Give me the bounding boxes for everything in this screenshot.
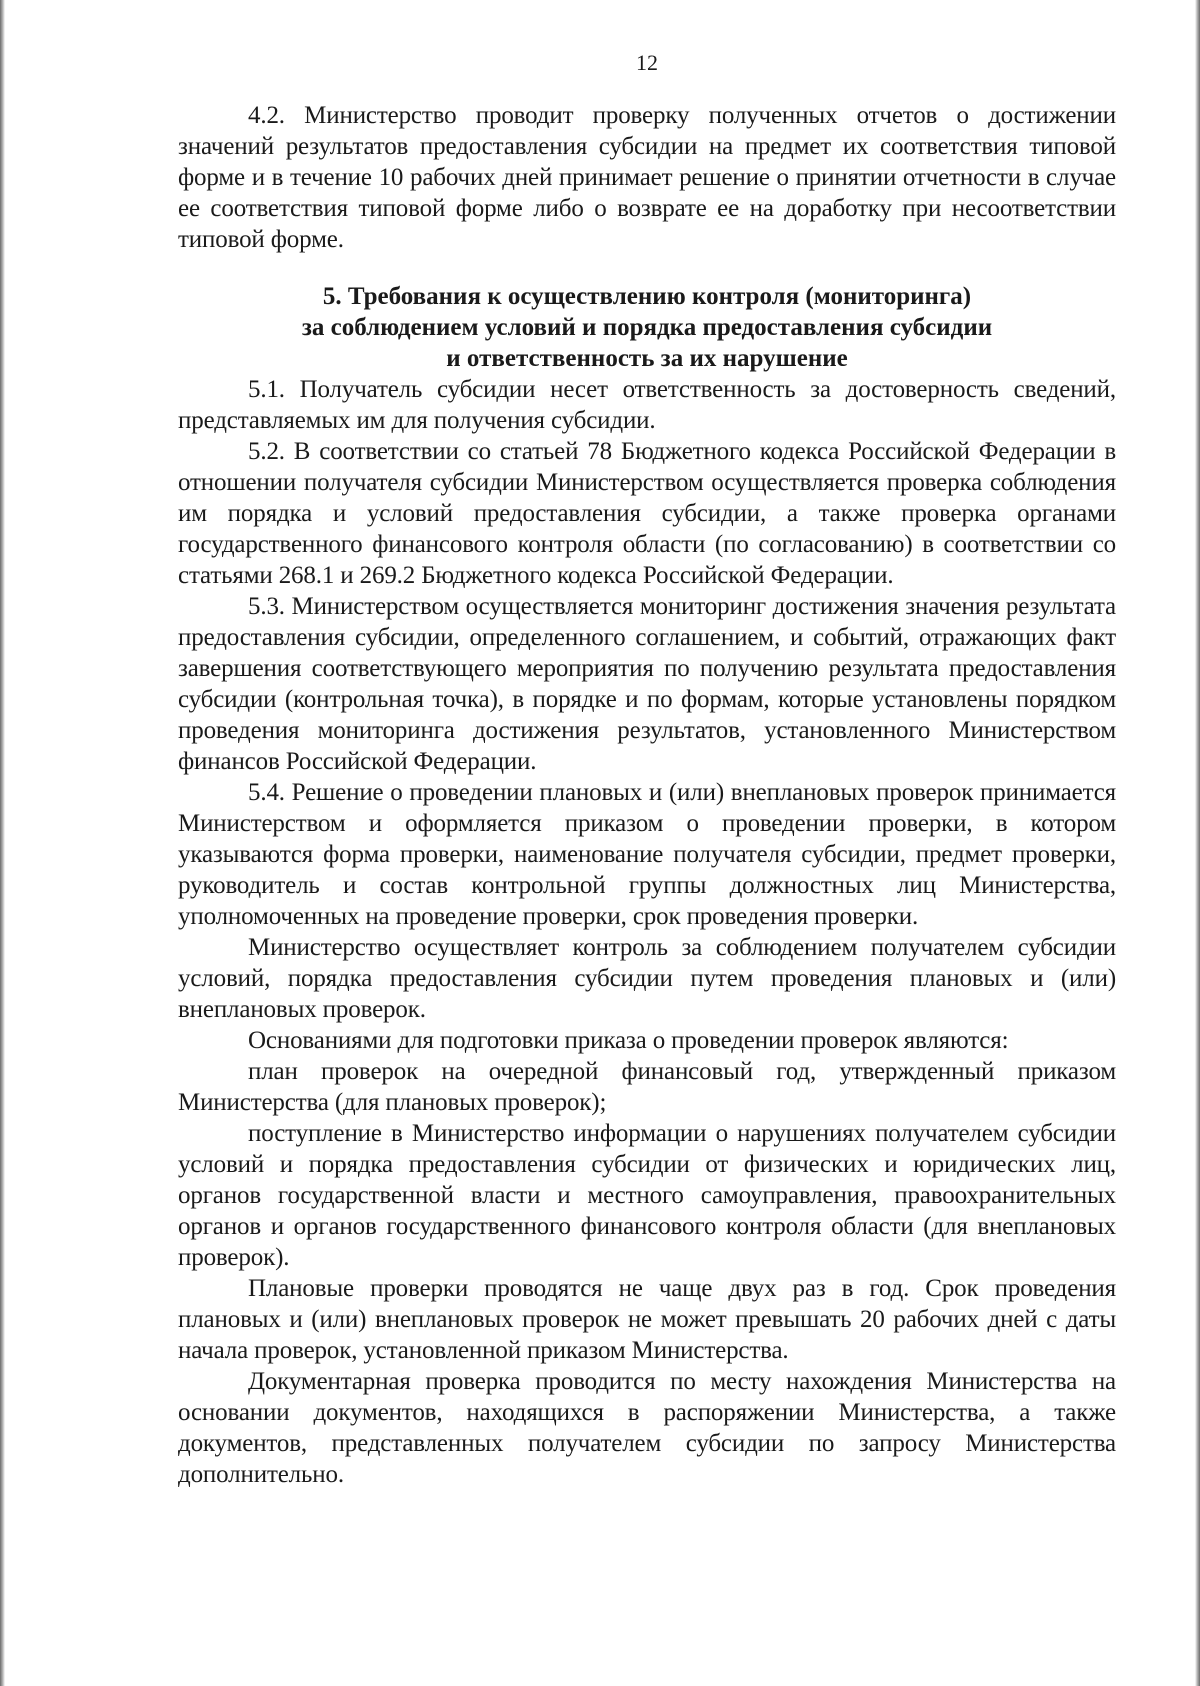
paragraph-frequency: Плановые проверки проводятся не чаще двух раз в год. Срок проведения плановых и (или) внеплановых проверок не может превышать 20 рабочих дней с даты начала проверок, установленной приказом Министерства. xyxy=(178,1275,1116,1364)
section-5-heading-line-1: 5. Требования к осуществлению контроля (мониторинга) xyxy=(322,283,972,310)
section-5-heading-line-2: за соблюдением условий и порядка предоставления субсидии xyxy=(301,314,993,341)
page-number: 12 xyxy=(636,50,658,75)
paragraph-5-3: 5.3. Министерством осуществляется мониторинг достижения значения результата предоставления субсидии, определенного соглашением, и событий, отражающих факт завершения соответствующего мероприятия по получению результата предоставления субсидии (контрольная точка), в порядке и по формам, которые установлены порядком проведения мониторинга достижения результатов, установленного Министерством финансов Российской Федерации. xyxy=(178,593,1116,775)
paragraph-grounds: Основаниями для подготовки приказа о проведении проверок являются: xyxy=(248,1027,1009,1054)
paragraph-plan: план проверок на очередной финансовый год, утвержденный приказом Министерства (для плановых проверок); xyxy=(178,1058,1116,1116)
section-5-heading xyxy=(178,281,1116,374)
document-page xyxy=(178,50,1116,1490)
section-5-heading-line-3: и ответственность за их нарушение xyxy=(446,345,848,372)
paragraph-5-2: 5.2. В соответствии со статьей 78 Бюджетного кодекса Российской Федерации в отношении получателя субсидии Министерством осуществляется проверка соблюдения им порядка и условий предоставления субсидии, а также проверка органами государственного финансового контроля области (по согласованию) в соответствии со статьями 268.1 и 269.2 Бюджетного кодекса Российской Федерации. xyxy=(178,438,1116,589)
paragraph-documentary-check: Документарная проверка проводится по месту нахождения Министерства на основании документов, находящихся в распоряжении Министерства, а также документов, представленных получателем субсидии по запросу Министерства дополнительно. xyxy=(178,1368,1116,1488)
paragraph-5-1: 5.1. Получатель субсидии несет ответственность за достоверность сведений, представляемых им для получения субсидии. xyxy=(178,376,1116,434)
paragraph-4-2: 4.2. Министерство проводит проверку полученных отчетов о достижении значений результатов предоставления субсидии на предмет их соответствия типовой форме и в течение 10 рабочих дней принимает решение о принятии отчетности в случае ее соответствия типовой форме либо о возврате ее на доработку при несоответствии типовой форме. xyxy=(178,102,1116,253)
paragraph-5-4: 5.4. Решение о проведении плановых и (или) внеплановых проверок принимается Министерством и оформляется приказом о проведении проверки, в котором указываются форма проверки, наименование получателя субсидии, предмет проверки, руководитель и состав контрольной группы должностных лиц Министерства, уполномоченных на проведение проверки, срок проведения проверки. xyxy=(178,779,1116,930)
paragraph-control: Министерство осуществляет контроль за соблюдением получателем субсидии условий, порядка предоставления субсидии путем проведения плановых и (или) внеплановых проверок. xyxy=(178,934,1116,1023)
paragraph-information: поступление в Министерство информации о нарушениях получателем субсидии условий и порядка предоставления субсидии от физических и юридических лиц, органов государственной власти и местного самоуправления, правоохранительных органов и органов государственного финансового контроля области (для внеплановых проверок). xyxy=(178,1120,1116,1271)
scan-edge-right xyxy=(1195,0,1200,1686)
scan-edge-left xyxy=(0,0,5,1686)
